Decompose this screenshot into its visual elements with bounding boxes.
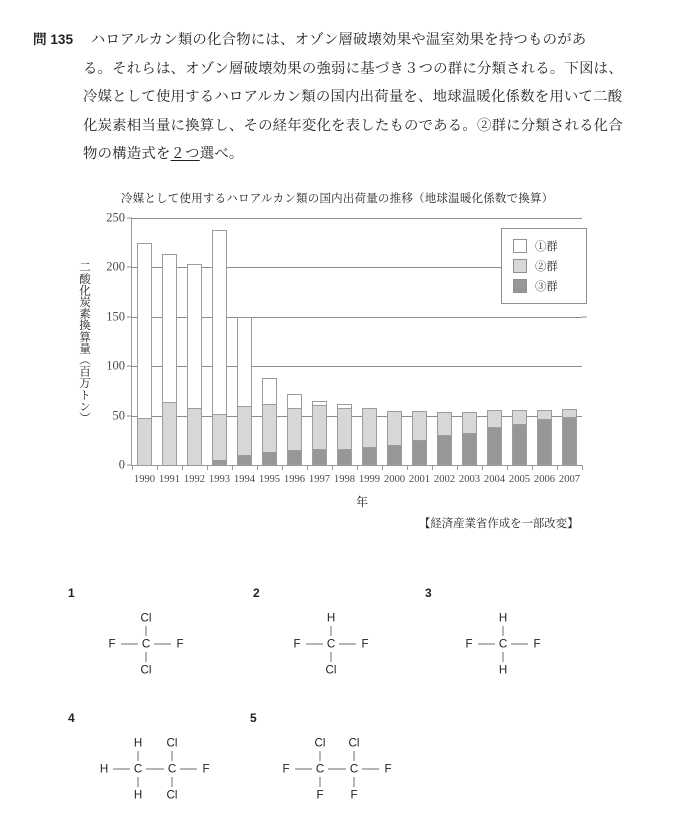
bar-segment-1998-group1 bbox=[337, 449, 352, 465]
bond-cc-4 bbox=[146, 769, 164, 770]
atom-c1-up-4: H bbox=[133, 736, 143, 750]
x-tick-label-1998: 1998 bbox=[333, 474, 356, 485]
bar-segment-1997-group1 bbox=[312, 449, 327, 465]
bond-c2-up-4 bbox=[172, 751, 173, 761]
x-tick-label-2004: 2004 bbox=[483, 474, 506, 485]
bar-segment-2003-group2 bbox=[462, 412, 477, 434]
atom-c2-down-5: F bbox=[350, 788, 358, 802]
x-tick-label-2007: 2007 bbox=[558, 474, 581, 485]
bar-segment-2003-group1 bbox=[462, 433, 477, 465]
answer-count: ２つ bbox=[170, 146, 200, 162]
atom-c2-down-4: Cl bbox=[166, 788, 178, 802]
atom-c1-left-5: F bbox=[282, 762, 290, 776]
bond-right-1 bbox=[154, 644, 171, 645]
legend-item-group1 bbox=[502, 236, 586, 256]
bar-segment-1996-group2 bbox=[287, 408, 302, 450]
y-axis-title: 二酸化炭素換算量（百万トン） bbox=[78, 261, 91, 424]
bar-segment-1998-group2 bbox=[337, 408, 352, 449]
bond-cc-5 bbox=[328, 769, 346, 770]
x-tick-label-1991: 1991 bbox=[158, 474, 181, 485]
x-tick-label-2003: 2003 bbox=[458, 474, 481, 485]
legend-swatch-group3 bbox=[513, 279, 527, 293]
y-tick-mark-right-150 bbox=[582, 316, 587, 317]
atom-carbon1-4: C bbox=[133, 762, 143, 776]
bar-segment-1993-group1 bbox=[212, 460, 227, 465]
bond-up-2 bbox=[331, 626, 332, 636]
bond-c1-left-5 bbox=[295, 769, 312, 770]
bar-segment-2007-group1 bbox=[562, 417, 577, 465]
bar-segment-2001-group2 bbox=[412, 411, 427, 441]
structure-number-5: 5 bbox=[250, 711, 257, 725]
bar-2006 bbox=[537, 410, 552, 465]
bond-down-3 bbox=[503, 652, 504, 662]
bar-2003 bbox=[462, 412, 477, 465]
atom-c1-up-5: Cl bbox=[314, 736, 326, 750]
question-number: 問 135 bbox=[33, 32, 74, 47]
legend-label-group2: ②群 bbox=[535, 261, 558, 273]
bar-2004 bbox=[487, 410, 502, 465]
bar-segment-1991-group2 bbox=[162, 402, 177, 465]
bar-segment-1996-group1 bbox=[287, 450, 302, 465]
bar-1997 bbox=[312, 401, 327, 465]
legend-item-group2 bbox=[502, 256, 586, 276]
bar-segment-1997-group2 bbox=[312, 405, 327, 449]
x-tick-label-1997: 1997 bbox=[308, 474, 331, 485]
bar-2005 bbox=[512, 410, 527, 465]
x-tick-1993 bbox=[207, 465, 208, 470]
atom-c2-right-4: F bbox=[202, 762, 210, 776]
legend-swatch-group1 bbox=[513, 239, 527, 253]
atom-c2-right-5: F bbox=[384, 762, 392, 776]
x-tick-label-1996: 1996 bbox=[283, 474, 306, 485]
x-tick-2007 bbox=[557, 465, 558, 470]
atom-carbon1-5: C bbox=[315, 762, 325, 776]
bond-up-1 bbox=[146, 626, 147, 636]
bar-1999 bbox=[362, 408, 377, 465]
x-tick-1998 bbox=[332, 465, 333, 470]
structure-options bbox=[0, 578, 677, 840]
atom-c1-down-4: H bbox=[133, 788, 143, 802]
x-tick-1997 bbox=[307, 465, 308, 470]
bar-1996 bbox=[287, 394, 302, 465]
atom-right-3: F bbox=[533, 637, 541, 651]
bar-segment-2007-group2 bbox=[562, 409, 577, 417]
bond-c2-down-4 bbox=[172, 777, 173, 787]
x-tick-2001 bbox=[407, 465, 408, 470]
x-tick-1996 bbox=[282, 465, 283, 470]
bond-c1-up-5 bbox=[320, 751, 321, 761]
atom-up-2: H bbox=[326, 611, 336, 625]
bar-segment-1992-group2 bbox=[187, 408, 202, 465]
bar-1998 bbox=[337, 404, 352, 465]
bar-segment-2002-group1 bbox=[437, 435, 452, 465]
atom-carbon-2: C bbox=[326, 637, 336, 651]
bar-segment-2006-group1 bbox=[537, 419, 552, 465]
bond-left-1 bbox=[121, 644, 138, 645]
atom-left-1: F bbox=[108, 637, 116, 651]
bar-segment-1995-group1 bbox=[262, 452, 277, 465]
x-tick-2005 bbox=[507, 465, 508, 470]
y-tick-label-100: 100 bbox=[106, 358, 125, 373]
bar-1990 bbox=[137, 243, 152, 465]
question-line-2: る。それらは、オゾン層破壊効果の強弱に基づき３つの群に分類される。下図は、 bbox=[83, 60, 623, 77]
atom-down-3: H bbox=[498, 663, 508, 677]
bar-segment-1993-group2 bbox=[212, 414, 227, 460]
question-text-1: ハロアルカン類の化合物には、オゾン層破壊効果や温室効果を持つものがあ bbox=[90, 32, 587, 48]
x-tick-label-2000: 2000 bbox=[383, 474, 406, 485]
bond-right-2 bbox=[339, 644, 356, 645]
atom-left-3: F bbox=[465, 637, 473, 651]
atom-c1-down-5: F bbox=[316, 788, 324, 802]
atom-carbon2-5: C bbox=[349, 762, 359, 776]
x-tick-1990 bbox=[132, 465, 133, 470]
x-tick-1995 bbox=[257, 465, 258, 470]
bar-segment-1996-group3 bbox=[287, 394, 302, 408]
bar-segment-2005-group1 bbox=[512, 424, 527, 465]
structure-number-2: 2 bbox=[253, 586, 260, 600]
bar-2007 bbox=[562, 409, 577, 465]
y-tick-label-0: 0 bbox=[118, 457, 125, 472]
structure-number-1: 1 bbox=[68, 586, 75, 600]
y-tick-label-250: 250 bbox=[106, 210, 125, 225]
question-line-4: 化炭素相当量に換算し、その経年変化を表したものである。②群に分類される化合 bbox=[83, 117, 623, 134]
atom-up-3: H bbox=[498, 611, 508, 625]
bond-left-3 bbox=[478, 644, 495, 645]
chart-title: 冷媒として使用するハロアルカン類の国内出荷量の推移（地球温暖化係数で換算） bbox=[121, 193, 554, 205]
structure-number-3: 3 bbox=[425, 586, 432, 600]
bar-segment-1999-group1 bbox=[362, 447, 377, 465]
x-tick-label-1990: 1990 bbox=[133, 474, 156, 485]
bar-segment-1990-group3 bbox=[137, 243, 152, 418]
x-tick-label-1993: 1993 bbox=[208, 474, 231, 485]
bond-right-3 bbox=[511, 644, 528, 645]
x-tick-1994 bbox=[232, 465, 233, 470]
atom-c2-up-4: Cl bbox=[166, 736, 178, 750]
x-axis-title: 年 bbox=[356, 495, 369, 509]
x-tick-2003 bbox=[457, 465, 458, 470]
bond-left-2 bbox=[306, 644, 323, 645]
chart-source-note: 【経済産業省作成を一部改変】 bbox=[419, 518, 579, 530]
bar-segment-1995-group2 bbox=[262, 404, 277, 452]
x-tick-label-1992: 1992 bbox=[183, 474, 206, 485]
bar-segment-2002-group2 bbox=[437, 412, 452, 436]
x-tick-label-1999: 1999 bbox=[358, 474, 381, 485]
bond-c2-right-5 bbox=[362, 769, 379, 770]
x-tick-2000 bbox=[382, 465, 383, 470]
bond-c1-left-4 bbox=[113, 769, 130, 770]
x-tick-1999 bbox=[357, 465, 358, 470]
bond-c2-up-5 bbox=[354, 751, 355, 761]
atom-c1-left-4: H bbox=[99, 762, 109, 776]
x-tick-label-1994: 1994 bbox=[233, 474, 256, 485]
bond-down-1 bbox=[146, 652, 147, 662]
bar-1994 bbox=[237, 317, 252, 465]
bar-segment-1995-group3 bbox=[262, 378, 277, 404]
bar-segment-2004-group2 bbox=[487, 410, 502, 428]
y-tick-label-50: 50 bbox=[112, 408, 125, 423]
bond-c2-right-4 bbox=[180, 769, 197, 770]
x-tick-label-2001: 2001 bbox=[408, 474, 431, 485]
bar-2001 bbox=[412, 411, 427, 465]
bar-segment-2000-group1 bbox=[387, 445, 402, 465]
bond-c2-down-5 bbox=[354, 777, 355, 787]
atom-carbon-3: C bbox=[498, 637, 508, 651]
x-tick-1992 bbox=[182, 465, 183, 470]
y-tick-label-200: 200 bbox=[106, 259, 125, 274]
legend-item-group3 bbox=[502, 276, 586, 296]
atom-right-2: F bbox=[361, 637, 369, 651]
bar-1993 bbox=[212, 230, 227, 465]
bar-segment-1991-group3 bbox=[162, 254, 177, 402]
bar-segment-2005-group2 bbox=[512, 410, 527, 424]
bond-c1-down-5 bbox=[320, 777, 321, 787]
legend-label-group1: ①群 bbox=[535, 241, 558, 253]
question-line-5: 物の構造式を２つ選べ。 bbox=[83, 146, 244, 162]
x-tick-label-2002: 2002 bbox=[433, 474, 456, 485]
bond-down-2 bbox=[331, 652, 332, 662]
bar-segment-2000-group2 bbox=[387, 411, 402, 446]
y-tick-label-150: 150 bbox=[106, 309, 125, 324]
bar-segment-1994-group1 bbox=[237, 455, 252, 465]
x-tick-1991 bbox=[157, 465, 158, 470]
x-tick-label-2005: 2005 bbox=[508, 474, 531, 485]
legend-label-group3: ③群 bbox=[535, 281, 558, 293]
x-tick-label-1995: 1995 bbox=[258, 474, 281, 485]
question-line-1 bbox=[33, 26, 645, 55]
bar-segment-1992-group3 bbox=[187, 264, 202, 407]
bar-segment-1994-group3 bbox=[237, 317, 252, 406]
chart-legend bbox=[501, 228, 587, 304]
bar-1991 bbox=[162, 254, 177, 465]
question-block bbox=[33, 26, 645, 169]
bar-segment-1999-group2 bbox=[362, 408, 377, 448]
structure-number-4: 4 bbox=[68, 711, 75, 725]
bar-2000 bbox=[387, 411, 402, 465]
chart-figure bbox=[0, 190, 677, 540]
x-tick-label-2006: 2006 bbox=[533, 474, 556, 485]
bar-segment-2006-group2 bbox=[537, 410, 552, 419]
bar-1995 bbox=[262, 378, 277, 465]
atom-left-2: F bbox=[293, 637, 301, 651]
bar-segment-1990-group2 bbox=[137, 418, 152, 465]
atom-carbon2-4: C bbox=[167, 762, 177, 776]
bond-c1-up-4 bbox=[138, 751, 139, 761]
bar-2002 bbox=[437, 412, 452, 465]
x-tick-2006 bbox=[532, 465, 533, 470]
atom-carbon-1: C bbox=[141, 637, 151, 651]
bar-1992 bbox=[187, 264, 202, 465]
x-tick-2004 bbox=[482, 465, 483, 470]
bond-c1-down-4 bbox=[138, 777, 139, 787]
bar-segment-2004-group1 bbox=[487, 427, 502, 465]
atom-c2-up-5: Cl bbox=[348, 736, 360, 750]
x-tick-end bbox=[582, 465, 583, 470]
bar-segment-1993-group3 bbox=[212, 230, 227, 414]
atom-right-1: F bbox=[176, 637, 184, 651]
legend-swatch-group2 bbox=[513, 259, 527, 273]
x-tick-2002 bbox=[432, 465, 433, 470]
atom-down-1: Cl bbox=[140, 663, 152, 677]
question-line-3: 冷媒として使用するハロアルカン類の国内出荷量を、地球温暖化係数を用いて二酸 bbox=[83, 89, 623, 105]
bar-segment-1994-group2 bbox=[237, 406, 252, 455]
bar-segment-2001-group1 bbox=[412, 440, 427, 465]
atom-down-2: Cl bbox=[325, 663, 337, 677]
atom-up-1: Cl bbox=[140, 611, 152, 625]
bond-up-3 bbox=[503, 626, 504, 636]
